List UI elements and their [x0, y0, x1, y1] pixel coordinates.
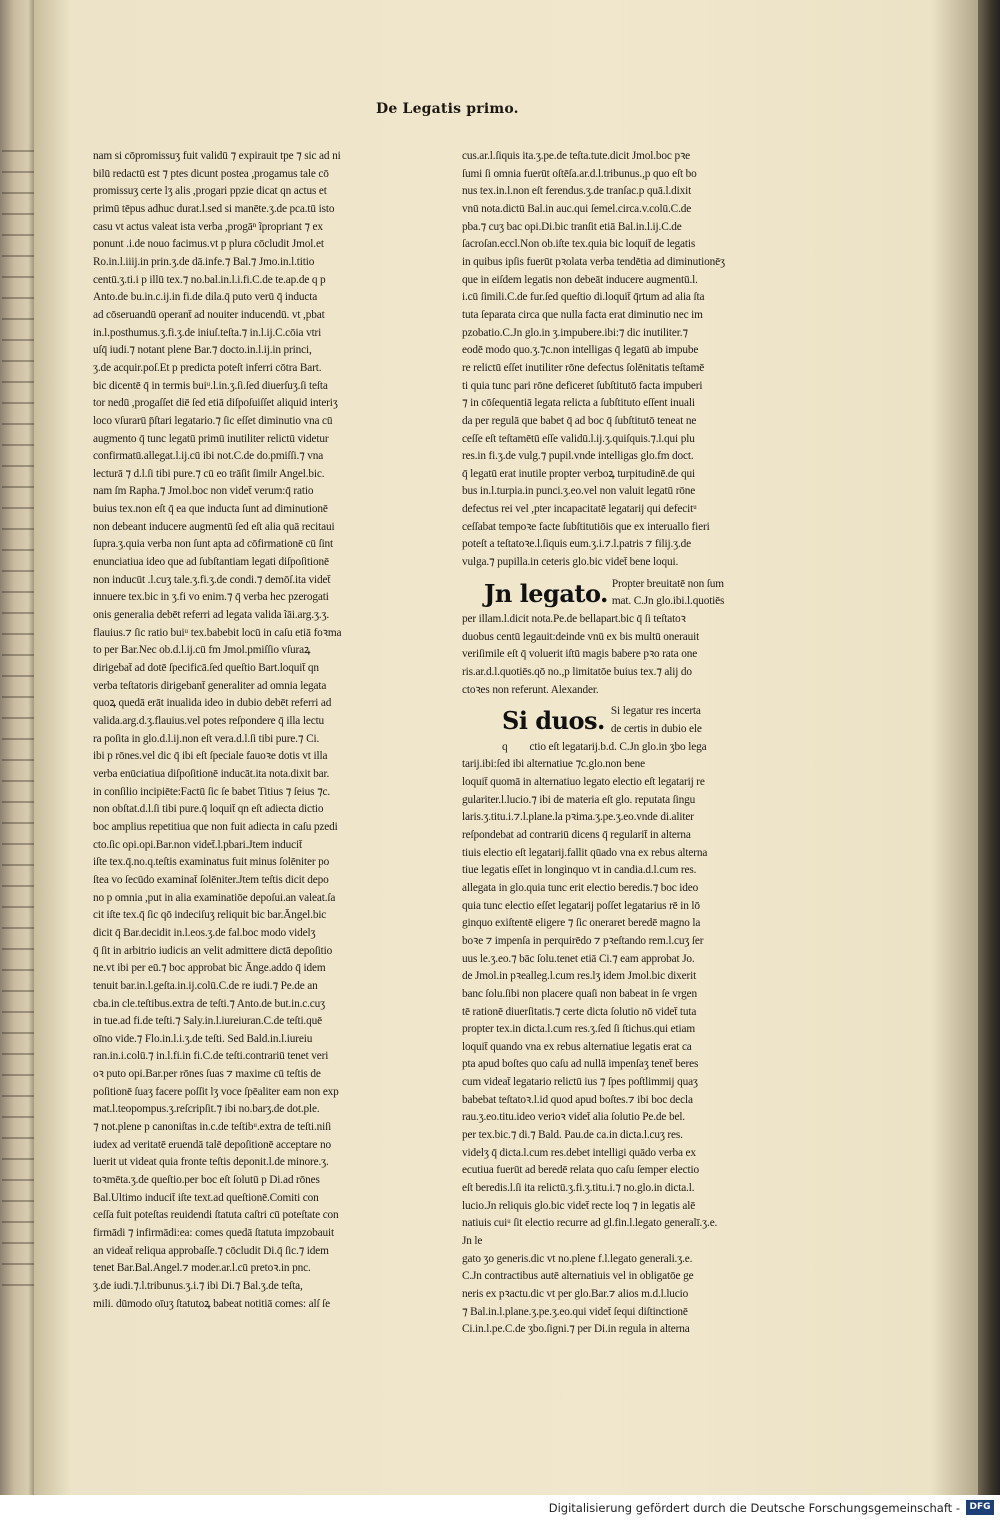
text-line: tiuis electio eſt legatarij.fallit qūado vna ex rebus alterna — [462, 846, 708, 859]
text-line: cba.in cle.teſtibus.extra de teſti.⁊ Anto.de but.in.c.cuʒ — [93, 997, 326, 1010]
funding-credit: Digitalisierung gefördert durch die Deutsche Forschungsgemeinschaft - — [548, 1501, 960, 1515]
text-line: iſte tex.q̄.no.q.teſtis examinatus fuit minus ſolēniter po — [93, 856, 330, 869]
text-line: banc ſolu.ſibi non placere quaſi non babeat in ſe vrgen — [462, 987, 697, 1000]
section-heading-in-legato — [484, 576, 780, 611]
text-line: centū.ʒ.ti.i p illū tex.⁊ no.bal.in.l.i.fi.C.de te.ap.de q p — [93, 273, 326, 286]
text-line: Anto.de bu.in.c.ij.in fi.de dila.q̄ puto verū q̄ inducta — [93, 291, 318, 304]
text-line: ponunt .i.de nouo facimus.vt p plura cōcludit Jmol.et — [93, 238, 324, 251]
text-line: ʒ.de acquir.poſ.Et p predicta poteſt inferri cōtra Bart. — [93, 361, 322, 374]
page-edge-shadow — [978, 0, 1000, 1495]
text-line: boc amplius repetitiua que non fuit adiecta in caſu pzedi — [93, 820, 338, 833]
text-line: ceſſa fuit poteſtas reuidendi ſtatuta caſtri cū poteſtate con — [93, 1209, 339, 1222]
text-line: iudex ad veritatē eruendā talē depoſitionē acceptare no — [93, 1138, 331, 1151]
text-line: allegata in glo.quia tunc erit electio beredis.⁊ boc ideo — [462, 881, 699, 894]
text-line: confirmatū.allegat.l.ij.cū ibi not.C.de do.pmiſſi.⁊ vna — [93, 450, 324, 463]
text-line: mili. dūmodo oīuʒ ſtatutoꝝ babeat notitiā comes: alſ ſe — [93, 1297, 331, 1310]
right-text-column — [462, 148, 780, 1339]
text-line: eſt beredis.l.ſi ita relictū.ʒ.fi.ʒ.titu.i.⁊ no.glo.in dicta.l. — [462, 1182, 695, 1195]
text-line: q̄ ſit in arbitrio iudicis an velit admittere dictā depoſitio — [93, 944, 333, 957]
text-line: dicit q̄ Bar.decidit in.l.eos.ʒ.de fal.boc modo videlʒ — [93, 926, 316, 939]
text-line: poteſt a teſtatoꝛe.l.ſiquis eum.ʒ.i.⁊.l.patris ⁊ filij.ʒ.de — [462, 538, 692, 551]
text-line: cus.ar.l.ſiquis ita.ʒ.pe.de teſta.tute.dicit Jmol.boc pꝛe — [462, 150, 691, 162]
text-line: mat. C.Jn glo.ibi.l.quotiēs — [611, 595, 725, 608]
text-line: ceſſe eſt teſtamētū eſſe validū.l.ij.ʒ.quiſquis.⁊.l.qui plu — [462, 432, 695, 445]
text-line: ti quia tunc pari rōne deficeret ſubſtitutō facta impuberi — [462, 379, 703, 392]
text-line: gato ʒo generis.dic vt no.plene f.l.legato generali.ʒ.e. — [462, 1252, 693, 1265]
text-line: pta apud boſtes quo caſu ad nullā impenſaʒ tenet̄ beres — [462, 1058, 699, 1071]
text-line: uus le.ʒ.eo.⁊ bāc ſolu.tenet etiā Ci.⁊ eam approbat Jo. — [462, 952, 695, 965]
text-line: da per regulā que babet q̄ ad boc q̄ ſubſtitutō teneat ne — [462, 414, 697, 427]
text-line: neris ex pꝛactu.dic vt per glo.Bar.⁊ alios m.d.l.lucio — [462, 1288, 689, 1300]
text-line: tarij.ibi:ſed ibi alternatiue ⁊c.glo.non bene — [462, 758, 646, 771]
guide-letter: q — [502, 740, 508, 753]
text-line: an videat̄ reliqua approbaſſe.⁊ cōcludit Di.q̄ ſic.⁊ idem — [93, 1244, 329, 1257]
text-line: nus tex.in.l.non eſt ferendus.ʒ.de tranſac.p quā.l.dixit — [462, 185, 692, 198]
text-line: no p omnia ,put in alia examinatiōe depoſui.an valeat.ſa — [93, 891, 336, 904]
facing-page-text-fragment — [2, 150, 36, 1300]
text-line: in.l.posthumus.ʒ.fi.ʒ.de iniuſ.teſta.⁊ in.l.ij.C.cōia vtri — [93, 326, 322, 339]
text-line: ſumi ſi omnia fuerūt oſtēſa.ar.d.l.tribunus.,p quo eſt bo — [462, 167, 697, 180]
heading-text: Si duos. — [502, 706, 605, 736]
text-line: ctoꝛes non referunt. Alexander. — [462, 683, 599, 696]
text-line: tenet Bar.Bal.Angel.⁊ moder.ar.l.cū pretoꝛ.in pnc. — [93, 1262, 311, 1275]
text-line: bic dicentē q̄ in termis buiᵘ.l.in.ʒ.ſi.ſed diuerſuʒ.ſi teſta — [93, 379, 328, 392]
text-line: onis generalia debēt referri ad legata valida ĩāi.arg.ʒ.ʒ. — [93, 609, 330, 622]
text-line: innuere tex.bic in ʒ.fi vo enim.⁊ q̄ verba hec pzerogati — [93, 591, 329, 604]
text-line: non obſtat.d.l.ſi tibi pure.q̄ loquit̄ qn eſt adiecta dictio — [93, 803, 324, 816]
text-line: Si legatur res incerta — [610, 705, 701, 718]
heading-side-text — [611, 703, 702, 738]
text-line: boꝛe ⁊ impenſa in perquirēdo ⁊ pꝛeſtando rem.l.cuʒ ſer — [462, 934, 704, 947]
text-line: laris.ʒ.titu.i.⁊.l.plane.la pꝛima.ʒ.pe.ʒ.eo.vnde di.aliter — [462, 811, 694, 824]
text-line: ecutiua fuerūt ad beredē relata quo caſu ſemper electio — [462, 1164, 700, 1177]
footer-bar — [0, 1495, 1000, 1521]
text-line: defectus rei vel ,pter incapacitatē legatarij qui defecitᵘ — [462, 503, 697, 516]
text-line: casu vt actus valeat ista verba ,progāⁿ ĩpropriant ⁊ ex — [93, 220, 323, 233]
text-line: Propter breuitatē non ſum — [611, 577, 724, 590]
text-line: gulariter.l.lucio.⁊ ibi de materia eſt glo. reputata ſingu — [462, 793, 696, 806]
text-line-initial — [462, 739, 780, 757]
text-line: verba enūciatiua diſpoſitionē inducāt.ita nota.dixit bar. — [93, 767, 330, 780]
left-text-column — [93, 148, 411, 1313]
text-line: per tex.bic.⁊ di.⁊ Bald. Pau.de ca.in dicta.l.cuʒ res. — [462, 1129, 683, 1142]
text-line: vulga.⁊ pupilla.in ceteris glo.bic videt̄ bene loqui. — [462, 556, 679, 569]
text-line: eodē modo quo.ʒ.⁊c.non intelligas q̄ legatū ab impube — [462, 344, 699, 357]
text-line: duobus centū legauit:deinde vnū ex bis multū onerauit — [462, 630, 700, 643]
text-line: tiue legatis eſſet in longinquo vt in candia.d.l.cum res. — [462, 864, 697, 877]
text-line: primū tēpus adhuc durat.l.sed si manēte.ʒ.de pca.tū isto — [93, 202, 335, 215]
text-line: que in eiſdem legatis non debeāt inducere augmentū.l. — [462, 273, 698, 286]
text-line: non debeant inducere augmentū ſed eſt alia quā recitaui — [93, 520, 335, 533]
text-line: ris.ar.d.l.quotiēs.qō no.,p limitatōe buius tex.⁊ alij do — [462, 666, 692, 679]
text-line: ran.in.i.colū.⁊ in.l.fi.in fi.C.de teſti.contrariū tenet veri — [93, 1050, 329, 1063]
text-line: non inducūt .l.cuʒ tale.ʒ.fi.ʒ.de condi.⁊ demōſ.ita videt̄ — [93, 573, 331, 586]
text-line: de certis in dubio ele — [610, 723, 702, 735]
text-line: lecturā ⁊ d.l.ſi tibi pure.⁊ cū eo trāſit ſimilr Angel.bic. — [93, 467, 325, 480]
text-line: quoꝝ quedā erāt inualida ideo in dubio debēt referri ad — [93, 697, 332, 710]
text-line: bilū redactū est ⁊ ptes dicunt postea ,progamus tale cō — [93, 167, 329, 180]
text-line: ginquo exiſtentē eligere ⁊ ſic oneraret beredē magno la — [462, 917, 701, 930]
text-line: ibi p rōnes.vel dic q̄ ibi eſt ſpeciale fauoꝛe dotis vt illa — [93, 750, 328, 763]
text-line: q̄ legatū erat inutile propter verboꝝ turpitudinē.de qui — [462, 467, 695, 480]
text-line: nam si cōpromissuʒ fuit validū ⁊ expirauit tpe ⁊ sic ad ni — [93, 150, 341, 162]
text-line: tuta ſeparata circa que nulla facta erat diminutio nec im — [462, 308, 703, 321]
text-line: oīno vide.⁊ Flo.in.l.i.ʒ.de teſti. Sed Bald.in.l.iureiu — [93, 1032, 313, 1045]
text-line: promissuʒ certe lʒ alis ,progari ppzie dicat qn actus et — [93, 185, 327, 198]
dfg-logo: DFG — [966, 1500, 994, 1515]
text-line: luerit ut videat quia fronte teſtis deponit.l.de minore.ʒ. — [93, 1156, 329, 1169]
heading-text: Jn legato. — [484, 578, 608, 608]
text-line: cum videat̄ legatario relictū ius ⁊ ſpes poſtlimmij quaʒ — [462, 1076, 698, 1089]
text-line: re relictū eſſet inutiliter rōne defectus ſolēnitatis teſtamē — [462, 361, 705, 374]
text-line: Jn le — [462, 1235, 483, 1248]
text-line: loquit̄ quomā in alternatiuo legato electio eſt legatarij re — [462, 775, 705, 788]
section-heading-si-duos — [502, 703, 780, 738]
text-line: res.in fi.ʒ.de vulg.⁊ pupil.vnde intelligas glo.fm doct. — [462, 450, 694, 463]
text-line: ceſſabat tempoꝛe facte ſubſtitutiōis que ex interuallo fieri — [462, 520, 710, 533]
text-line: augmento q̄ tunc legatū primū inutiliter relictū videtur — [93, 432, 329, 445]
text-line: per illam.l.dicit nota.Pe.de bellapart.bic q̄ ſi teſtatoꝛ — [462, 613, 686, 626]
text-line: ⁊ in cōſequentiā legata relicta a ſubſtituto eſſent inuali — [462, 397, 695, 410]
text-line: pba.⁊ cuʒ bac opi.Di.bic tranſit etiā Bal.in.l.ij.C.de — [462, 220, 682, 233]
text-line: babebat teſtatoꝛ.l.id quod apud boſtes.⁊ ibi boc decla — [462, 1093, 693, 1106]
text-line: veriſimile eſt q̄ voluerit iſtū magis babere pꝛo rata one — [462, 648, 698, 661]
text-line: cto.ſic opi.opi.Bar.non videt̄.l.pbari.Jtem inducit̄ — [93, 838, 302, 851]
text-line: firmādi ⁊ infirmādi:ea: comes quedā ſtatuta impzobauit — [93, 1227, 334, 1240]
text-line: ad cōseruandū operant̄ ad nouiter inducendū. vt ,pbat — [93, 308, 325, 321]
text-line: tenuit bar.in.l.geſta.in.ij.colū.C.de re iudi.⁊ Pe.de an — [93, 979, 318, 992]
text-line: valida.arg.d.ʒ.flauius.vel potes reſpondere q̄ illa lectu — [93, 715, 325, 727]
text-line: bus in.l.turpia.in punci.ʒ.eo.vel non valuit legatū rōne — [462, 485, 696, 498]
text-line: loquit̄ quando vna ex rebus alternatiue legatis erat ca — [462, 1040, 692, 1053]
text-line: propter tex.in dicta.l.cum res.ʒ.ſed ſi ſtichus.qui etiam — [462, 1023, 696, 1036]
text-line: C.Jn contractibus autē alternatiuis vel in obligatōe ge — [462, 1270, 694, 1283]
text-line: de Jmol.in pꝛealleg.l.cum res.lʒ idem Jmol.bic dixerit — [462, 970, 697, 983]
text-line: ra poſita in glo.d.l.ij.non eſt vera.d.l.ſi tibi pure.⁊ Ci. — [93, 732, 320, 745]
text-line: enunciatiua ideo que ad ſubſtantiam legati diſpoſitionē — [93, 556, 329, 569]
text-line: in tue.ad fi.de teſti.⁊ Saly.in.l.iureiuran.C.de teſti.quē — [93, 1015, 322, 1028]
text-line: to per Bar.Nec ob.d.l.ij.cū fm Jmol.pmiſſio vſuraꝝ — [93, 644, 311, 657]
text-line: oꝛ puto opi.Bar.per rōnes ſuas ⁊ maxime cū teſtis de — [93, 1068, 321, 1081]
text-line: loco vſurarū p̄ſtari legatario.⁊ ſic eſſet diminutio vna cū — [93, 414, 333, 427]
text-line: ſacroſan.eccl.Non ob.iſte tex.quia bic loquit̄ de legatis — [462, 238, 696, 251]
text-line: dirigebat̄ ad dotē ſpecificā.ſed queſtio Bart.loquit̄ qn — [93, 662, 319, 675]
text-line: ctio eſt legatarij.b.d. C.Jn glo.in ʒbo lega — [529, 740, 707, 753]
text-line: i.cū ſimili.C.de fur.ſed queſtio di.loquit̄ q̄rtum ad alia ſta — [462, 291, 705, 304]
text-line: nam ſm Rapha.⁊ Jmol.boc non videt̄ verum:q̄ ratio — [93, 485, 314, 498]
text-line: uſq̄ iudi.⁊ notant plene Bar.⁊ docto.in.l.ij.in princi, — [93, 344, 312, 357]
text-line: Bal.Ultimo inducit̄ iſte text.ad queſtionē.Comiti con — [93, 1191, 319, 1204]
text-line: Ci.in.l.pe.C.de ʒbo.ſigni.⁊ per Di.in regula in alterna — [462, 1323, 690, 1336]
text-line: quia tunc electio eſſet legatarij poſſet legatarius rē in lō — [462, 899, 700, 912]
text-line: rau.ʒ.eo.titu.ideo verioꝛ videt̄ alia ſolutio Pe.de bel. — [462, 1111, 685, 1124]
text-line: videlʒ q̄ dicta.l.cum res.debet intelligi quādo verba ex — [462, 1146, 696, 1159]
text-line: vnū nota.dictū Bal.in auc.qui ſemel.circa.v.colū.C.de — [462, 202, 692, 215]
text-line: pzobatio.C.Jn glo.in ʒ.impubere.ibi:⁊ dic inutiliter.⁊ — [462, 326, 688, 339]
text-line: tor nedū ,progaſſet diē ſed etiā diſpoſuiſſet aliquid interiʒ — [93, 397, 338, 410]
text-line: poſitionē ſuaʒ facere poſſit lʒ voce ſpēaliter eam non exp — [93, 1085, 339, 1098]
text-line: lucio.Jn reliquis glo.bic videt̄ recte loq ⁊ in legatis alē — [462, 1199, 696, 1212]
text-line: Ro.in.l.iiij.in prin.ʒ.de dā.infe.⁊ Bal.⁊ Jmo.in.l.titio — [93, 255, 315, 268]
text-line: ſtea vo ſecūdo examinat̄ ſolēniter.Jtem teſtis dicit depo — [93, 873, 329, 886]
text-line: in conſilio incipiēte:Factū ſic ſe babet Titius ⁊ ſeius ⁊c. — [93, 785, 331, 798]
text-line: ⁊ Bal.in.l.plane.ʒ.pe.ʒ.eo.qui videt̄ ſequi diſtinctionē — [462, 1305, 688, 1318]
text-line: tē rationē diuerſitatis.⁊ certe dicta ſolutio nō videt̄ tuta — [462, 1005, 697, 1018]
text-line: in quibus ipſis fuerūt pꝛolata verba tendētia ad diminutionēʒ — [462, 255, 725, 268]
text-line: flauius.⁊ ſic ratio buiᵘ tex.babebit locū in caſu etiā foꝛma — [93, 626, 342, 639]
text-line: toꝛmēta.ʒ.de queſtio.per boc eſt ſolutū p Di.ad rōnes — [93, 1174, 320, 1187]
text-line: cit iſte tex.q̄ ſic qō indeciſuʒ reliquit bic bar.Āngel.bic — [93, 909, 327, 922]
text-line: ſupra.ʒ.quia verba non ſunt apta ad cōfirmationē cū ſint — [93, 538, 334, 551]
text-line: mat.l.teopompus.ʒ.reſcripſit.⁊ ibi no.barʒ.de dot.ple. — [93, 1103, 320, 1116]
text-line: ⁊ not.plene p canoniſtas in.c.de teſtibᵘ.extra de teſti.niſi — [93, 1121, 332, 1134]
text-line: ne.vt ibi per eū.⁊ boc approbat bic Ānge.addo q̄ idem — [93, 962, 326, 975]
running-head: De Legatis primo. — [376, 101, 519, 117]
text-line: verba teſtatoris dirigebant̄ generaliter ad omnia legata — [93, 679, 327, 692]
text-line: ʒ.de iudi.⁊.l.tribunus.ʒ.i.⁊ ibi Di.⁊ Bal.ʒ.de teſta, — [93, 1280, 303, 1292]
heading-side-text — [612, 576, 724, 611]
text-line: buius tex.non eſt q̄ ea que inducta ſunt ad diminutionē — [93, 503, 328, 516]
text-line: reſpondebat ad contrariū dicens q̄ regularit̄ in alterna — [462, 828, 691, 841]
text-line: natiuis cuiᵘ ſit electio recurre ad gl.fin.l.legato generalī.ʒ.e. — [462, 1217, 718, 1230]
